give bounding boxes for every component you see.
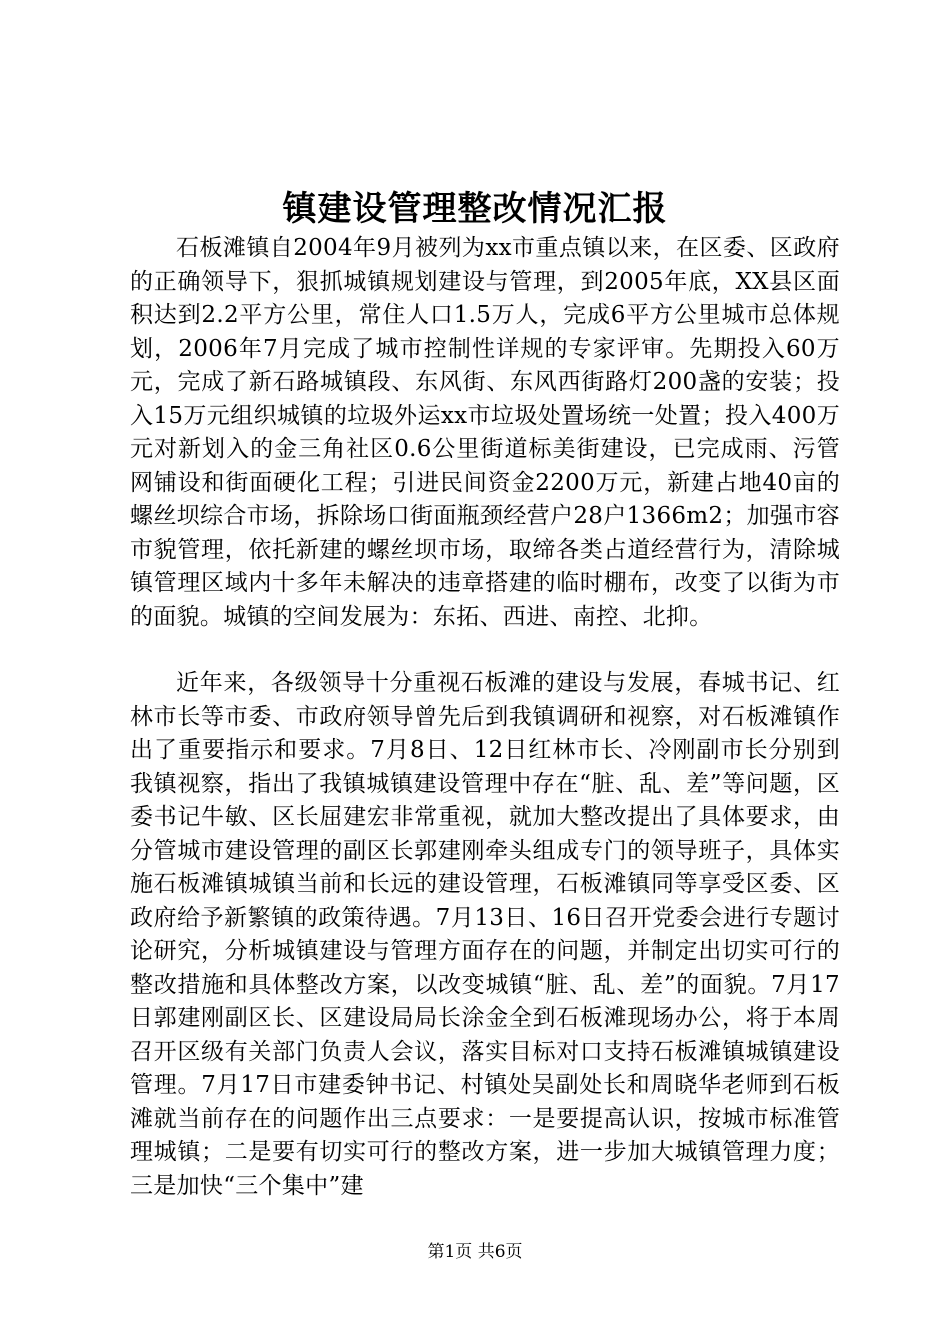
- paragraph-1: 石板滩镇自2004年9月被列为xx市重点镇以来，在区委、区政府的正确领导下，狠抓城镇规划建设与管理，到2005年底，XX县区面积达到2.2平方公里，常住人口1.5万人，完成6平方公里城市总体规划，2006年7月完成了城市控制性详规的专家评审。先期投入60万元，完成了新石路城镇段、东风街、东风西街路灯200盏的安装；投入15万元组织城镇的垃圾外运xx市垃圾处置场统一处置；投入400万元对新划入的金三角社区0.6公里街道标美街建设，已完成雨、污管网铺设和街面硬化工程；引进民间资金2200万元，新建占地40亩的螺丝坝综合市场，拆除场口街面瓶颈经营户28户1366m2；加强市容市貌管理，依托新建的螺丝坝市场，取缔各类占道经营行为，清除城镇管理区域内十多年未解决的违章搭建的临时棚布，改变了以街为市的面貌。城镇的空间发展为：东拓、西进、南控、北抑。: [130, 235, 840, 630]
- paragraph-2: 近年来，各级领导十分重视石板滩的建设与发展，春城书记、红林市长等市委、市政府领导曾先后到我镇调研和视察，对石板滩镇作出了重要指示和要求。7月8日、12日红林市长、冷刚副市长分别到我镇视察，指出了我镇城镇建设管理中存在“脏、乱、差”等问题，区委书记牛敏、区长屈建宏非常重视，就加大整改提出了具体要求，由分管城市建设管理的副区长郭建刚牵头组成专门的领导班子，具体实施石板滩镇城镇当前和长远的建设管理，石板滩镇同等享受区委、区政府给予新繁镇的政策待遇。7月13日、16日召开党委会进行专题讨论研究，分析城镇建设与管理方面存在的问题，并制定出切实可行的整改措施和具体整改方案，以改变城镇“脏、乱、差”的面貌。7月17日郭建刚副区长、区建设局局长涂金全到石板滩现场办公，将于本周召开区级有关部门负责人会议，落实目标对口支持石板滩镇城镇建设管理。7月17日市建委钟书记、村镇处吴副处长和周晓华老师到石板滩就当前存在的问题作出三点要求：一是要提高认识，按城市标准管理城镇；二是要有切实可行的整改方案，进一步加大城镇管理力度；三是加快“三个集中”建: [130, 670, 840, 1199]
- document-body: [130, 232, 840, 1203]
- page-number: 第1页 共6页: [427, 1242, 523, 1262]
- document-title: 镇建设管理整改情况汇报: [282, 189, 668, 229]
